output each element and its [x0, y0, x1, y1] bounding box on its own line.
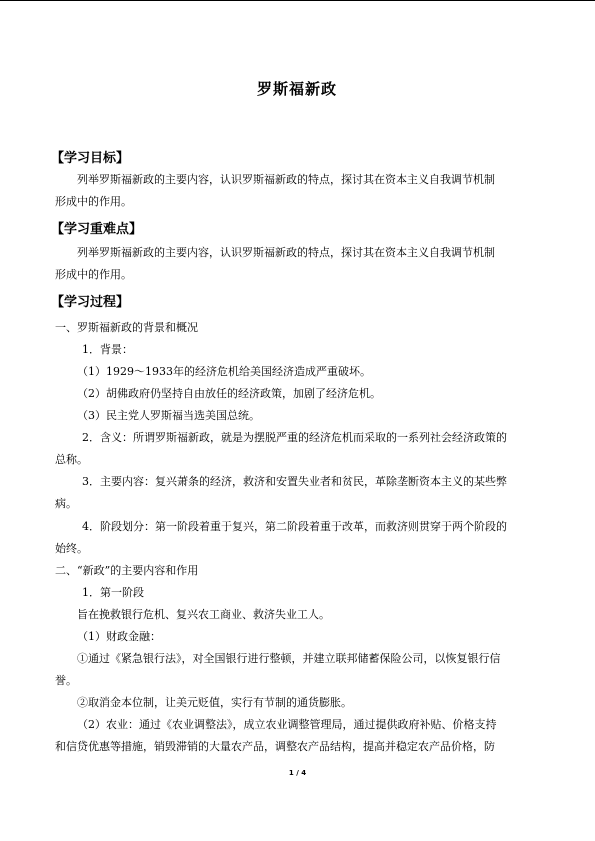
process-line: 旨在挽救银行危机、复兴农工商业、救济失业工人。	[77, 608, 330, 621]
process-line: 4．阶段划分：第一阶段着重于复兴，第二阶段着重于改革，而救济则贯穿于两个阶段的	[82, 520, 507, 533]
process-line: 二、“新政”的主要内容和作用	[55, 564, 199, 577]
heading-key-points: 【学习重难点】	[51, 222, 143, 237]
process-line: 3．主要内容：复兴萧条的经济，救济和安置失业者和贫民，革除垄断资本主义的某些弊	[82, 475, 507, 488]
key-points-line-1: 列举罗斯福新政的主要内容，认识罗斯福新政的特点，探讨其在资本主义自我调节机制	[77, 246, 495, 259]
top-rule	[0, 0, 595, 1]
process-line: 始终。	[55, 542, 88, 555]
process-line: ①通过《紧急银行法》，对全国银行进行整顿，并建立联邦储蓄保险公司，以恢复银行信	[77, 652, 501, 665]
heading-goals: 【学习目标】	[51, 151, 130, 166]
process-line: 总称。	[55, 453, 88, 466]
process-line: ②取消金本位制，让美元贬值，实行有节制的通货膨胀。	[77, 696, 352, 709]
process-line: 一、罗斯福新政的背景和概况	[55, 321, 198, 334]
heading-process: 【学习过程】	[51, 295, 130, 310]
process-line: （1）1929～1933年的经济危机给美国经济造成严重破坏。	[77, 365, 371, 378]
process-line: （2）农业：通过《农业调整法》，成立农业调整管理局，通过提供政府补贴、价格支持	[77, 718, 497, 731]
process-line: （1）财政金融：	[77, 630, 161, 643]
goals-line-1: 列举罗斯福新政的主要内容，认识罗斯福新政的特点，探讨其在资本主义自我调节机制	[77, 173, 495, 186]
key-points-line-2: 形成中的作用。	[55, 268, 132, 281]
process-line: 1．第一阶段	[82, 586, 144, 599]
process-line: 病。	[55, 497, 77, 510]
page-number: 1 / 4	[288, 769, 307, 777]
document-title: 罗斯福新政	[256, 80, 337, 98]
process-line: 2．含义：所谓罗斯福新政，就是为摆脱严重的经济危机而采取的一系列社会经济政策的	[82, 431, 507, 444]
goals-line-2: 形成中的作用。	[55, 195, 132, 208]
process-line: （2）胡佛政府仍坚持自由放任的经济政策，加剧了经济危机。	[77, 387, 381, 400]
process-line: （3）民主党人罗斯福当选美国总统。	[77, 409, 260, 422]
process-line: 誉。	[55, 674, 77, 687]
process-line: 1．背景：	[82, 343, 133, 356]
process-line: 和信贷优惠等措施，销毁滞销的大量农产品，调整农产品结构，提高并稳定农产品价格，防	[55, 740, 495, 753]
